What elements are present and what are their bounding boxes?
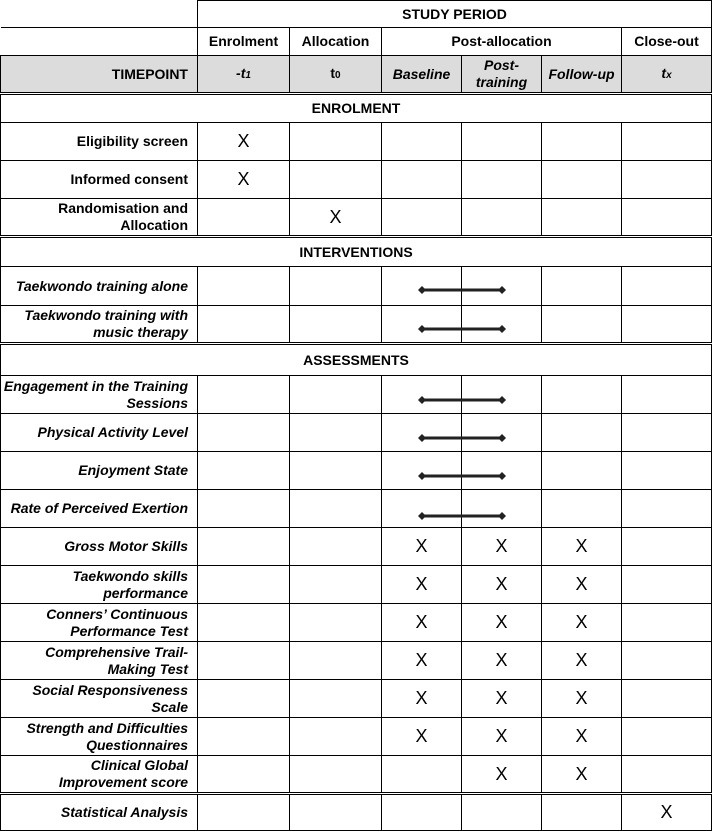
row-label-tkd-music: Taekwondo training with music therapy [1,306,198,344]
empty-cell [290,490,382,528]
empty-cell [622,376,712,414]
empty-cell [198,452,290,490]
empty-cell [382,794,462,831]
mark-ctmt-follow: X [542,642,622,680]
empty-cell [622,566,712,604]
mark-srs-post: X [462,680,542,718]
empty-cell [382,490,462,528]
row-label-stats: Statistical Analysis [1,794,198,831]
mark-cpt-follow: X [542,604,622,642]
empty-cell [290,414,382,452]
empty-cell [622,123,712,161]
post-allocation-header: Post-allocation [382,28,622,56]
mark-eligibility-enrolment: X [198,123,290,161]
mark-tkd-skills-follow: X [542,566,622,604]
empty-cell [622,642,712,680]
empty-cell [290,528,382,566]
empty-cell [542,267,622,306]
timepoint-follow-up: Follow-up [542,56,622,94]
empty-cell [462,199,542,237]
tp-enrol-sub: 1 [245,69,251,81]
tp-close-main: t [661,64,667,81]
empty-cell [622,161,712,199]
empty-cell [290,642,382,680]
mark-stats-close-out: X [622,794,712,831]
empty-cell [622,414,712,452]
empty-cell [198,267,290,306]
empty-cell [198,490,290,528]
empty-cell [382,123,462,161]
empty-cell [542,794,622,831]
mark-srs-baseline: X [382,680,462,718]
empty-cell [462,267,542,306]
row-label-consent: Informed consent [1,161,198,199]
timepoint-enrolment [198,56,290,94]
mark-randomisation-allocation: X [290,199,382,237]
empty-cell [198,718,290,756]
empty-cell [462,123,542,161]
row-label-randomisation: Randomisation and Allocation [1,199,198,237]
allocation-header: Allocation [290,28,382,56]
empty-cell [382,756,462,794]
timepoint-close-out [622,56,712,94]
empty-cell [198,680,290,718]
tp-alloc-sub: 0 [335,69,341,81]
section-assessments: ASSESSMENTS [1,344,712,376]
row-label-eligibility: Eligibility screen [1,123,198,161]
empty-cell [462,490,542,528]
empty-cell [198,376,290,414]
mark-sdq-post: X [462,718,542,756]
empty-cell [290,161,382,199]
empty-cell [622,490,712,528]
timepoint-label: TIMEPOINT [1,56,198,94]
empty-cell [198,756,290,794]
empty-cell [622,306,712,344]
empty-cell [622,718,712,756]
mark-tkd-skills-post: X [462,566,542,604]
row-label-cpt: Conners’ Continuous Performance Test [1,604,198,642]
study-period-header: STUDY PERIOD [198,1,712,28]
empty-cell [382,414,462,452]
empty-cell [382,267,462,306]
empty-cell [542,376,622,414]
close-out-header: Close-out [622,28,712,56]
row-label-rpe: Rate of Perceived Exertion [1,490,198,528]
empty-cell [462,794,542,831]
blank-header-cell [1,28,198,56]
row-label-pal: Physical Activity Level [1,414,198,452]
empty-cell [622,267,712,306]
empty-cell [382,452,462,490]
mark-ctmt-post: X [462,642,542,680]
row-label-tkd-skills: Taekwondo skills performance [1,566,198,604]
empty-cell [382,199,462,237]
empty-cell [462,306,542,344]
section-interventions: INTERVENTIONS [1,237,712,267]
mark-consent-enrolment: X [198,161,290,199]
empty-cell [290,718,382,756]
timepoint-post-training: Post-training [462,56,542,94]
empty-cell [382,161,462,199]
empty-cell [622,604,712,642]
row-label-sdq: Strength and Difficulties Questionnaires [1,718,198,756]
empty-cell [290,452,382,490]
empty-cell [290,306,382,344]
mark-cgi-follow: X [542,756,622,794]
empty-cell [462,376,542,414]
empty-cell [622,528,712,566]
mark-cpt-baseline: X [382,604,462,642]
empty-cell [290,680,382,718]
mark-srs-follow: X [542,680,622,718]
empty-cell [542,490,622,528]
empty-cell [542,161,622,199]
blank-corner [1,1,198,28]
empty-cell [198,604,290,642]
empty-cell [198,199,290,237]
mark-gms-baseline: X [382,528,462,566]
empty-cell [462,452,542,490]
tp-close-sub: x [666,69,672,81]
empty-cell [382,376,462,414]
empty-cell [622,680,712,718]
empty-cell [622,756,712,794]
empty-cell [622,199,712,237]
timepoint-allocation [290,56,382,94]
empty-cell [542,123,622,161]
mark-cpt-post: X [462,604,542,642]
empty-cell [542,199,622,237]
empty-cell [290,756,382,794]
empty-cell [382,306,462,344]
row-label-gms: Gross Motor Skills [1,528,198,566]
empty-cell [198,306,290,344]
empty-cell [198,528,290,566]
empty-cell [198,414,290,452]
empty-cell [290,566,382,604]
mark-cgi-post: X [462,756,542,794]
mark-gms-post: X [462,528,542,566]
enrolment-header: Enrolment [198,28,290,56]
empty-cell [290,794,382,831]
mark-sdq-baseline: X [382,718,462,756]
row-label-engagement: Engagement in the Training Sessions [1,376,198,414]
empty-cell [290,267,382,306]
tp-enrol-main: -t [236,64,246,81]
row-label-tkd-alone: Taekwondo training alone [1,267,198,306]
empty-cell [198,794,290,831]
empty-cell [290,604,382,642]
row-label-enjoyment: Enjoyment State [1,452,198,490]
row-label-ctmt: Comprehensive Trail-Making Test [1,642,198,680]
timepoint-baseline: Baseline [382,56,462,94]
tp-alloc-main: t [330,64,336,81]
empty-cell [198,642,290,680]
mark-tkd-skills-baseline: X [382,566,462,604]
mark-ctmt-baseline: X [382,642,462,680]
section-enrolment: ENROLMENT [1,94,712,123]
empty-cell [290,123,382,161]
empty-cell [542,414,622,452]
empty-cell [542,452,622,490]
mark-sdq-follow: X [542,718,622,756]
empty-cell [622,452,712,490]
empty-cell [198,566,290,604]
empty-cell [290,376,382,414]
empty-cell [462,161,542,199]
row-label-srs: Social Responsiveness Scale [1,680,198,718]
empty-cell [542,306,622,344]
row-label-cgi: Clinical Global Improvement score [1,756,198,794]
empty-cell [462,414,542,452]
mark-gms-follow: X [542,528,622,566]
